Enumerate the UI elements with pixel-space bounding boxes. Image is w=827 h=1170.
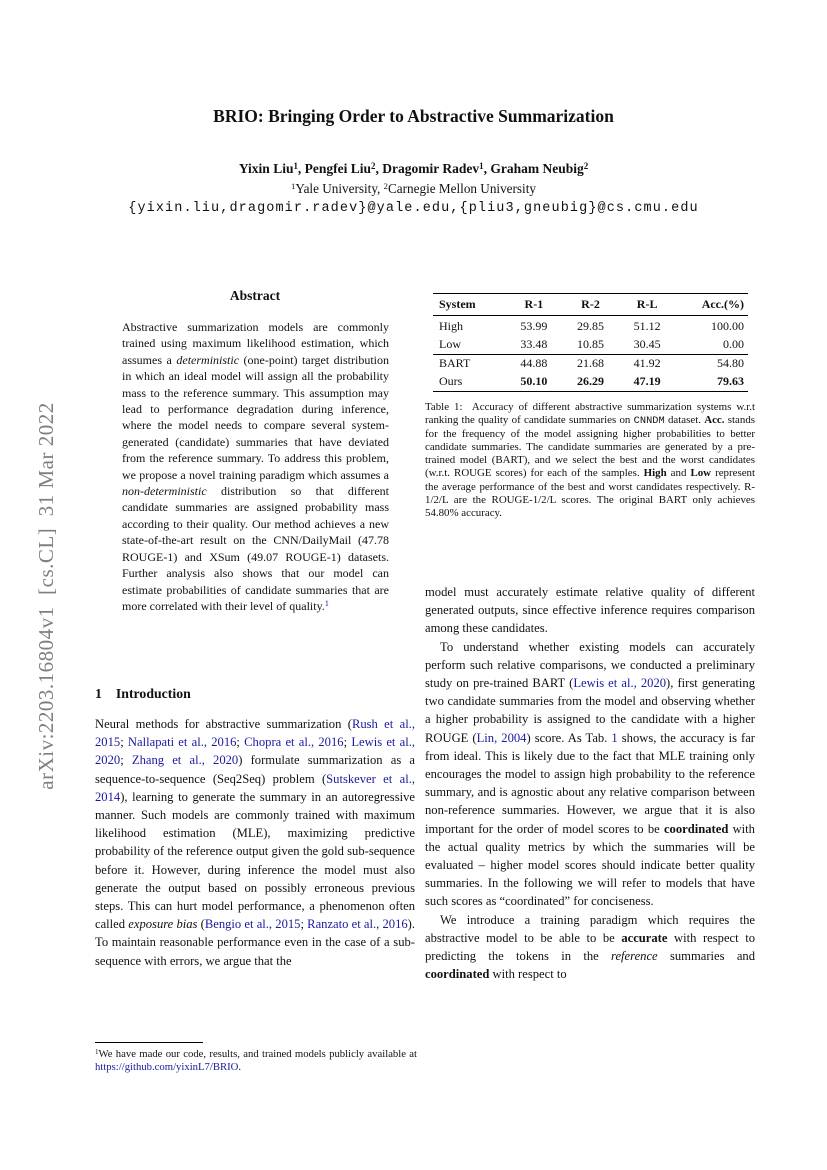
table-header-cell: Acc.(%) [701,297,744,311]
text-segment: shows, the accuracy is far from ideal. This is likely due to the fact that MLE training only encourages the model to assign high probability to the reference summary, and is agnostic about any relative comparison between non-reference summaries. However, we argue that it is also important for the order of model scores to be [425,730,755,836]
text-segment: CNNDM [633,415,665,428]
text-segment: ; [300,917,308,932]
text-segment: and [666,467,691,480]
text-segment: We introduce a training paradigm which requires the abstractive model to be able to be [425,912,755,945]
text-segment: exposure bias [128,917,198,932]
text-segment: 1 [291,181,296,192]
intro-paragraph [95,715,415,970]
text-segment: ) formulate summarization as a sequence-to-sequence (Seq2Seq) problem ( [95,753,416,786]
text-segment: Low [690,467,712,480]
body-paragraph [425,638,755,911]
table-cell: 33.48 [520,337,548,351]
text-segment: summaries and [657,949,756,964]
citation-link[interactable]: Ranzato et al., 2016 [307,917,408,932]
table-cell: 51.12 [633,319,661,333]
table-header-cell: R-1 [524,297,544,311]
table-cell: 53.99 [520,319,548,333]
text-segment: non-deterministic [122,484,207,499]
table-cell: 21.68 [577,356,604,370]
abstract-heading: Abstract [229,288,281,303]
paper-title: BRIO: Bringing Order to Abstractive Summarization [213,106,614,126]
table-cell: BART [439,356,471,370]
text-segment: We have made our code, results, and trained models publicly available at [98,1048,417,1060]
external-link[interactable]: https://github.com/yixinL7/BRIO [95,1061,239,1074]
table-cell: 0.00 [723,337,744,351]
table-cell: 26.29 [577,374,604,388]
text-segment: 2 [583,161,589,171]
text-segment: Acc. [704,414,725,427]
text-segment: ), learning to generate the summary in an autoregressive manner. Such models are commonly trained with maximum likelihood estimation (MLE), maximizing predictive probability of the reference output given the gold sub-sequence before it. However, during inference the model must also generate the output based on possibly erroneous previous steps. This can hurt model performance, a phenomenon often called [95,789,415,932]
table-cell: 44.88 [520,356,548,370]
text-segment: , Graham Neubig [483,161,584,176]
abstract-text [122,319,389,614]
text-segment: 2 [383,181,389,192]
text-segment: To understand whether existing models can accurately perform such relative comparisons, we conducted a preliminary study on pre-trained BART ( [425,639,755,691]
table-header-cell: R-L [636,297,658,311]
text-segment: (one-point) target distribution in which an ideal model will assign all the probability mass to the reference summary. This assumption may lead to performance degradation during inference, where the model needs to compare several system-generated (candidate) summaries that have deviated from the reference summary. To address this problem, we propose a novel training paradigm which assumes a [122,352,390,482]
text-segment: Yixin Liu [238,161,294,176]
citation-link[interactable]: Bengio et al., 2015 [204,917,301,932]
table-row [433,355,748,374]
text-segment: accurate [621,930,668,945]
text-segment: with respect to [489,967,567,982]
text-segment: coordinated [425,967,490,982]
text-segment: , Pengfei Liu [297,161,372,176]
table-cell: 79.63 [717,374,744,388]
affiliations-line [0,181,827,197]
table-cell: 41.92 [633,356,661,370]
emails-line: {yixin.liu,dragomir.radev}@yale.edu,{pliu3,gneubig}@cs.cmu.edu [128,201,699,216]
footnote-rule [95,1042,203,1043]
citation-link[interactable]: Lewis et al., 2020 [95,735,416,768]
left-column-body [95,715,415,970]
text-segment: with respect to predicting the tokens in the [425,930,756,964]
text-segment: ; [343,735,352,750]
text-segment: Table 1: Accuracy of different abstractive summarization systems w.r.t ranking the quality of candidate summaries on [425,401,755,427]
text-segment: High [643,467,667,480]
arxiv-watermark: arXiv:2203.16804v1 [cs.CL] 31 Mar 2022 [34,402,58,790]
text-segment: Abstractive summarization models are commonly trained using maximum likelihood estimation, which assumes a [122,320,389,367]
table-row [433,336,748,355]
table-cell: 47.19 [633,374,661,388]
section-heading-introduction [95,686,415,702]
table-cell: Ours [439,374,463,388]
text-segment: 1 [293,161,298,171]
text-segment: ). To maintain reasonable performance even in the case of a sub-sequence with errors, we argue that the [95,917,416,968]
table-cell: 30.45 [633,337,661,351]
authors-line [0,161,827,177]
text-segment: Carnegie Mellon University [388,181,536,196]
table-row [433,373,748,392]
text-segment: reference [611,949,658,964]
table-header-cell: System [439,297,476,311]
body-paragraph [425,911,755,984]
citation-link[interactable]: Zhang et al., 2020 [131,753,239,768]
table-header-cell: R-2 [581,297,600,311]
text-segment: dataset. [664,414,705,427]
table-row [433,316,748,337]
text-segment: Neural methods for abstractive summarization ( [95,717,352,731]
text-segment: with the actual quality metrics by which the summaries will be evaluated – higher model scores should indicate better quality summaries. In the following we will refer to models that have such scores as “coordinated” for conciseness. [425,821,755,909]
citation-link[interactable]: Nallapati et al., 2016 [127,735,237,750]
text-segment: 2 [371,161,376,171]
citation-link[interactable]: 1 [611,730,618,745]
text-segment: . [238,1061,242,1074]
footnote [95,1048,417,1074]
citation-link[interactable]: Chopra et al., 2016 [244,735,344,750]
table-cell: High [439,319,463,333]
table-cell: 50.10 [520,374,548,388]
text-segment: Yale University, [295,181,384,196]
text-segment: ; [236,735,245,750]
text-segment: ; [120,735,128,750]
right-column-body [425,583,755,983]
results-table [433,293,748,392]
citation-link[interactable]: Lewis et al., 2020 [573,676,667,691]
citation-link[interactable]: Lin, 2004 [476,730,527,745]
text-segment: coordinated [663,821,729,836]
citation-link[interactable]: 1 [324,599,329,609]
text-segment: represent the average performance of the best and worst candidates respectively. R-1/2/L are the ROUGE-1/2/L scores. The original BART only achieves 54.80% accuracy. [425,467,756,519]
citation-link[interactable]: Sutskever et al., 2014 [95,771,415,804]
body-paragraph [425,583,755,638]
table-cell: 54.80 [717,356,744,370]
table-cell: 100.00 [711,319,744,333]
text-segment: ) score. As Tab. [526,730,612,745]
text-segment: 1 [479,161,484,171]
text-segment: 1 [95,1047,99,1056]
text-segment: distribution so that different candidate summaries are assigned probability mass according to their quality. Our method achieves a new state-of-the-art result on the CNN/DailyMail (47.78 ROUGE-1) and XSum (49.07 ROUGE-1) datasets. Further analysis also shows that our model can estimate probabilities of candidate summaries that are more correlated with their level of quality. [122,484,389,613]
text-segment: stands for the frequency of the model assigning higher probabilities to better candidate summaries. The candidate summaries are generated by a pre-trained model (BART), and we select the best and the worst candidates (w.r.t. ROUGE scores) for each of the samples. [425,414,756,480]
table-cell: 29.85 [577,319,604,333]
table-header-row [433,294,748,316]
table-caption [425,401,755,520]
text-segment: ), first generating two candidate summaries from the model and observing whether a higher probability is assigned to the candidate with a higher ROUGE ( [425,676,756,745]
citation-link[interactable]: Rush et al., 2015 [95,717,415,750]
text-segment: , Dragomir Radev [375,161,480,176]
section-label: Introduction [115,686,191,701]
text-segment: model must accurately estimate relative quality of different generated outputs, since effective inference requires comparison among these candidates. [425,585,755,636]
section-number: 1 [95,686,102,701]
table-cell: Low [439,337,461,351]
text-segment: ; [120,753,132,768]
text-segment: ( [197,917,205,932]
text-segment: deterministic [176,352,240,367]
table-cell: 10.85 [577,337,604,351]
